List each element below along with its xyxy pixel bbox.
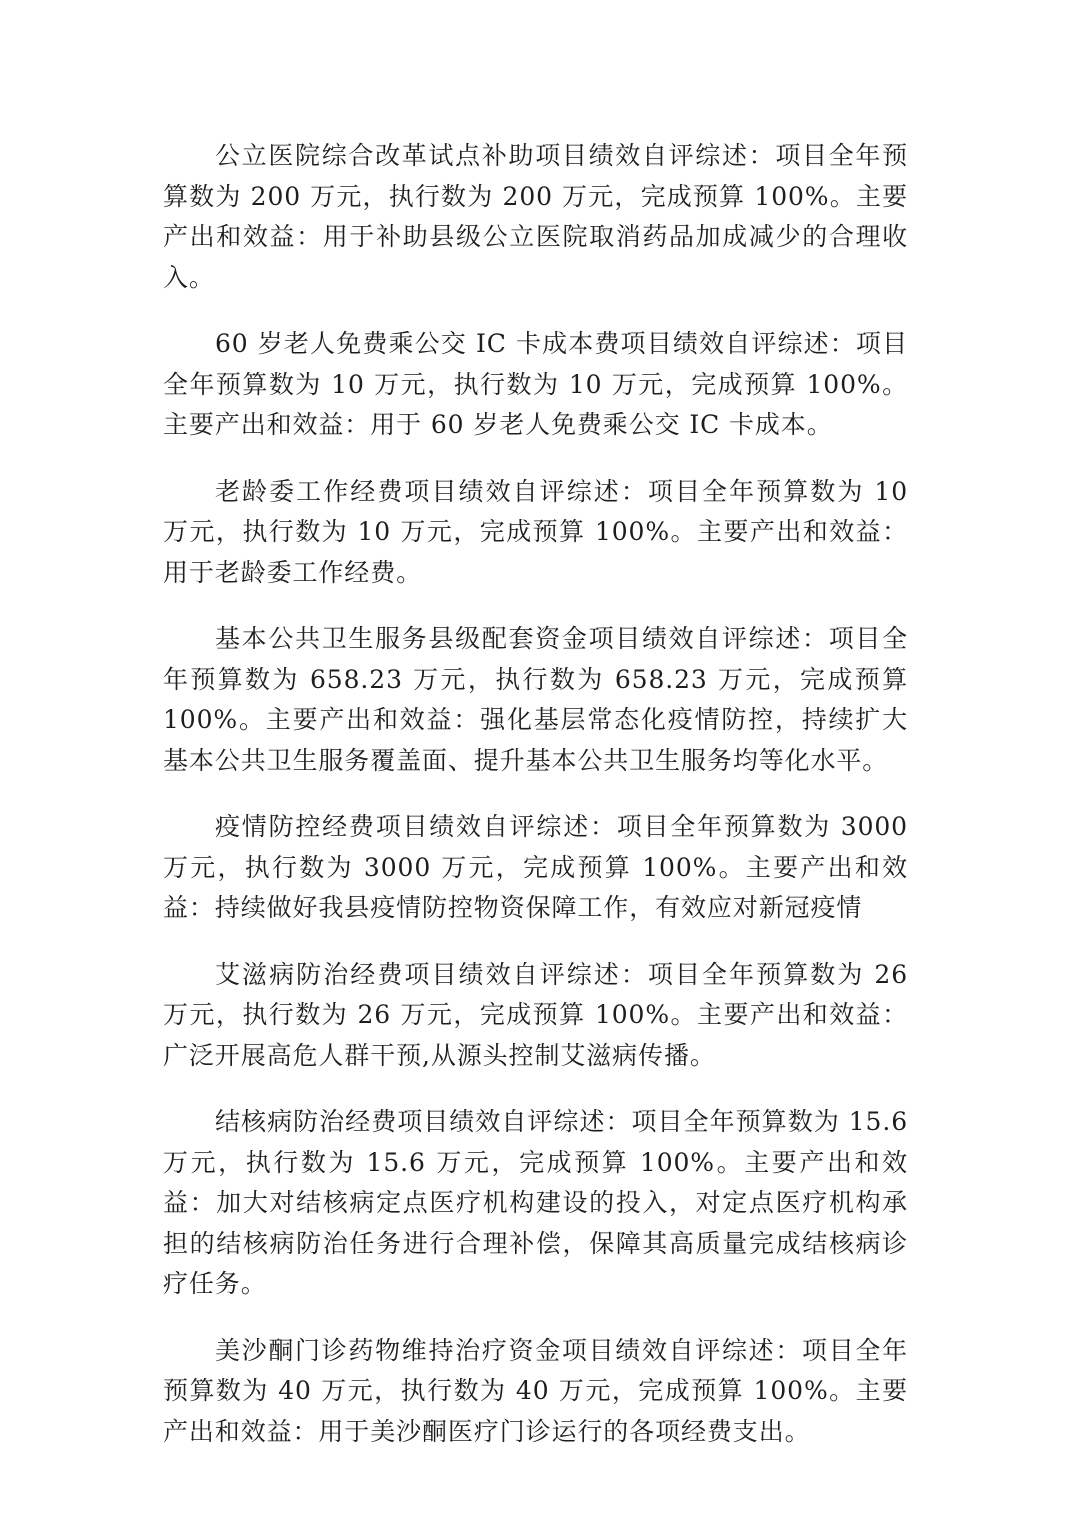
paragraph-public-hospital-reform: 公立医院综合改革试点补助项目绩效自评综述：项目全年预算数为 200 万元，执行数为 200 万元，完成预算 100%。主要产出和效益：用于补助县级公立医院取消药品加成减少的合理收入。 (163, 141, 908, 292)
paragraph-methadone-treatment: 美沙酮门诊药物维持治疗资金项目绩效自评综述：项目全年预算数为 40 万元，执行数为 40 万元，完成预算 100%。主要产出和效益：用于美沙酮医疗门诊运行的各项经费支出。 (163, 1335, 908, 1446)
document-body (163, 136, 908, 1478)
paragraph-tuberculosis-prevention: 结核病防治经费项目绩效自评综述：项目全年预算数为 15.6 万元，执行数为 15.6 万元，完成预算 100%。主要产出和效益：加大对结核病定点医疗机构建设的投入，对定点医疗机构承担的结核病防治任务进行合理补偿，保障其高质量完成结核病诊疗任务。 (163, 1107, 908, 1298)
paragraph-aging-committee: 老龄委工作经费项目绩效自评综述：项目全年预算数为 10 万元，执行数为 10 万元，完成预算 100%。主要产出和效益：用于老龄委工作经费。 (163, 476, 908, 587)
paragraph-public-health-service: 基本公共卫生服务县级配套资金项目绩效自评综述：项目全年预算数为 658.23 万元，执行数为 658.23 万元，完成预算 100%。主要产出和效益：强化基层常态化疫情防控，持续扩大基本公共卫生服务覆盖面、提升基本公共卫生服务均等化水平。 (163, 624, 908, 775)
paragraph-aids-prevention: 艾滋病防治经费项目绩效自评综述：项目全年预算数为 26 万元，执行数为 26 万元，完成预算 100%。主要产出和效益：广泛开展高危人群干预,从源头控制艾滋病传播。 (163, 959, 908, 1070)
paragraph-epidemic-control: 疫情防控经费项目绩效自评综述：项目全年预算数为 3000 万元，执行数为 3000 万元，完成预算 100%。主要产出和效益：持续做好我县疫情防控物资保障工作，有效应对新冠疫情 (163, 812, 908, 922)
paragraph-senior-bus-card: 60 岁老人免费乘公交 IC 卡成本费项目绩效自评综述：项目全年预算数为 10 万元，执行数为 10 万元，完成预算 100%。主要产出和效益：用于 60 岁老人免费乘公交 IC 卡成本。 (163, 329, 908, 439)
